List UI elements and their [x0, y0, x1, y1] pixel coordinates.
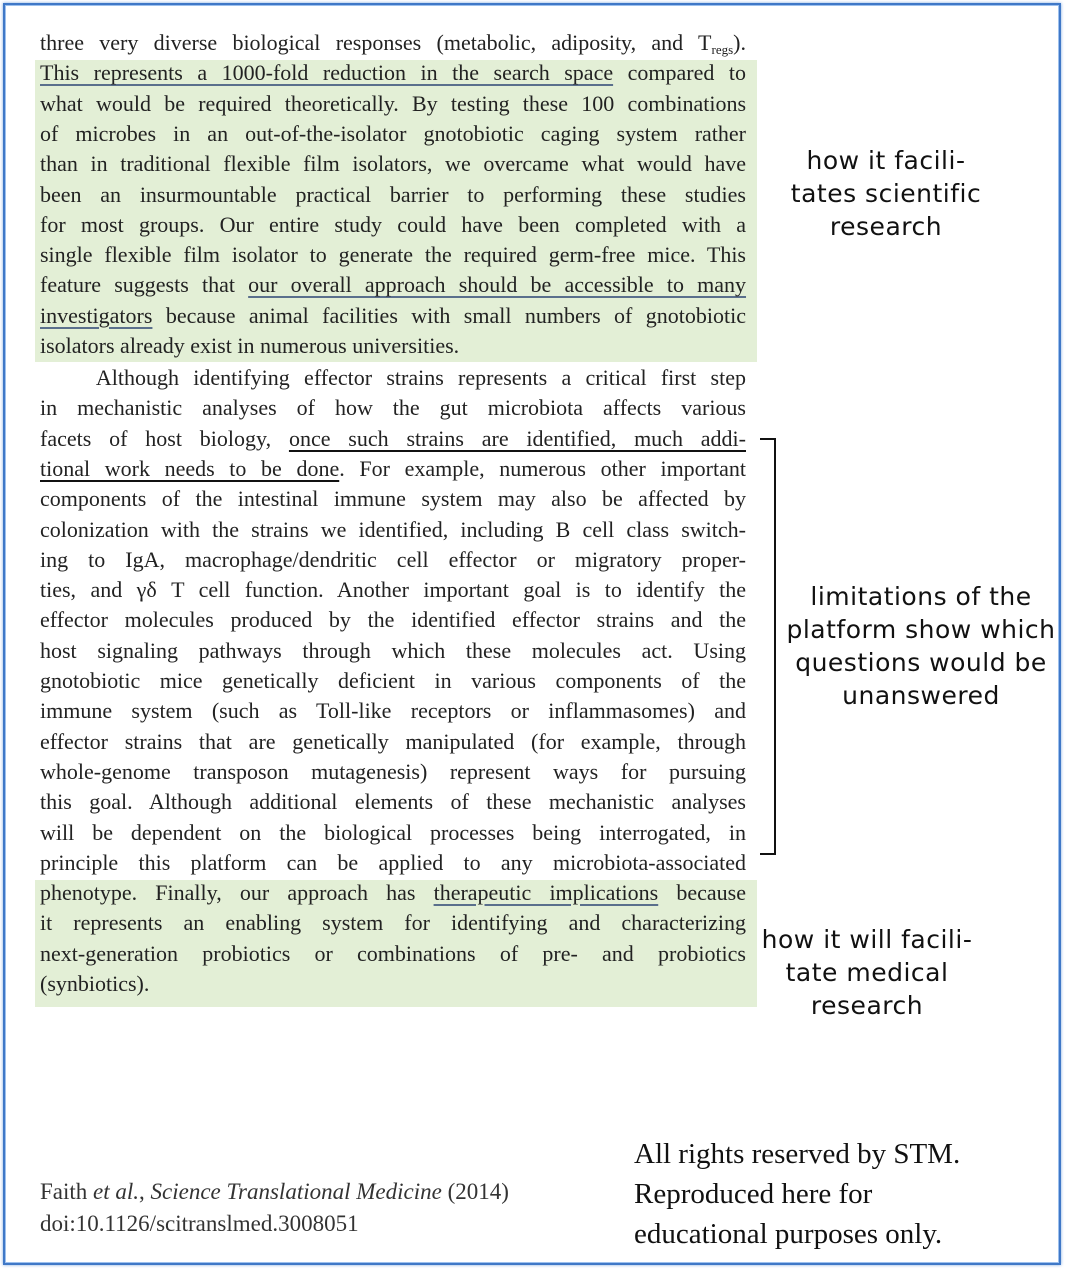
text-line [40, 515, 746, 545]
text-segment: (synbiotics). [40, 971, 150, 996]
text-segment: facets of host biology, [40, 425, 289, 451]
text-segment: because [658, 880, 746, 906]
text-line [40, 363, 746, 393]
text-line [40, 939, 746, 969]
text-segment: ing to IgA, macrophage/dendritic cell effector or migratory proper- [40, 546, 746, 572]
text-segment: Although identifying effector strains represents a critical first step [40, 365, 746, 390]
text-line [40, 331, 746, 361]
text-segment: it represents an enabling system for identifying and characterizing [40, 910, 746, 936]
text-segment: whole-genome transposon mutagenesis) represent ways for pursuing [40, 758, 746, 784]
text-segment: because animal facilities with small numbers of gnotobiotic [152, 302, 746, 328]
text-line [40, 301, 746, 331]
text-segment: for most groups. Our entire study could have been completed with a [40, 211, 746, 237]
note-line: unanswered [842, 681, 1000, 710]
text-segment: effector molecules produced by the identified effector strains and the [40, 607, 746, 633]
note-line: how it will facili- [761, 925, 973, 954]
text-segment: phenotype. Finally, our approach has [40, 880, 434, 906]
note-line: limitations of the [810, 582, 1032, 611]
text-line [40, 545, 746, 575]
text-line [40, 270, 746, 300]
subscript: regs [711, 42, 734, 57]
citation-journal: Science Translational Medicine [150, 1179, 442, 1204]
text-segment: gnotobiotic mice genetically deficient in various components of the [40, 668, 746, 693]
note-medical-research [752, 923, 982, 1022]
text-segment: ties, and γδ T cell function. Another important goal is to identify the [40, 577, 746, 603]
text-line [40, 393, 746, 423]
text-line [40, 210, 746, 240]
text-line [40, 454, 746, 484]
text-line [40, 424, 746, 454]
text-segment: compared to [613, 60, 746, 86]
text-segment: than in traditional flexible film isolators, we overcame what would have [40, 151, 746, 177]
note-line: research [829, 212, 943, 241]
text-line [40, 696, 746, 726]
citation-doi: doi:10.1126/scitranslmed.3008051 [40, 1211, 359, 1236]
text-segment: of microbes in an out-of-the-isolator gnotobiotic caging system rather [40, 120, 746, 146]
rights-line: educational purposes only. [634, 1218, 943, 1250]
text-segment: this goal. Although additional elements of these mechanistic analyses [40, 789, 746, 815]
text-line [40, 484, 746, 514]
citation-etal: et al. [93, 1179, 140, 1204]
note-line: platform show which [786, 615, 1056, 644]
rights-line: Reproduced here for [634, 1178, 873, 1210]
bracket-limitations [760, 438, 776, 855]
text-line [40, 848, 746, 878]
text-segment: three very diverse biological responses (metabolic, adiposity, and T [40, 30, 712, 55]
text-line [40, 119, 746, 149]
citation-author: Faith [40, 1179, 94, 1204]
text-line [40, 636, 746, 666]
text-segment: components of the intestinal immune system may also be affected by [40, 486, 746, 512]
underlined-phrase: This represents a 1000-fold reduction in the search space [40, 60, 614, 86]
text-line [40, 28, 746, 58]
note-line: tate medical [785, 958, 949, 987]
text-segment: single flexible film isolator to generate the required germ-free mice. This [40, 242, 746, 268]
rights-notice [634, 1134, 960, 1254]
underlined-phrase: investigators [40, 302, 153, 328]
note-limitations [776, 580, 1066, 712]
text-line [40, 575, 746, 605]
citation-year: (2014) [441, 1179, 509, 1204]
text-line [40, 787, 746, 817]
text-line [40, 727, 746, 757]
text-segment: . For example, numerous other important [339, 455, 746, 481]
text-segment: ). [733, 30, 746, 55]
underlined-phrase: tional work needs to be done [40, 455, 340, 481]
text-line [40, 666, 746, 696]
text-line [40, 149, 746, 179]
text-line [40, 89, 746, 119]
text-segment: host signaling pathways through which these molecules act. Using [40, 637, 746, 663]
text-line [40, 180, 746, 210]
citation [40, 1176, 509, 1208]
note-line: how it facili- [806, 146, 966, 175]
text-line [40, 58, 746, 88]
underlined-phrase: therapeutic implications [433, 880, 659, 906]
text-line [40, 757, 746, 787]
note-line: tates scientific [790, 179, 982, 208]
note-line: research [810, 991, 924, 1020]
text-line [40, 908, 746, 938]
text-segment: isolators already exist in numerous universities. [40, 333, 460, 358]
text-segment: next-generation probiotics or combinations of pre- and probiotics [40, 940, 746, 966]
text-segment: been an insurmountable practical barrier to performing these studies [40, 181, 746, 207]
text-segment: effector strains that are genetically manipulated (for example, through [40, 728, 746, 754]
underlined-phrase: once such strains are identified, much addi- [288, 425, 746, 451]
text-segment: in mechanistic analyses of how the gut microbiota affects various [40, 395, 746, 421]
text-line [40, 818, 746, 848]
text-segment: what would be required theoretically. By testing these 100 combinations [40, 90, 746, 116]
note-line: questions would be [795, 648, 1047, 677]
text-line [40, 240, 746, 270]
text-line [40, 878, 746, 908]
text-segment: principle this platform can be applied to any microbiota-associated [40, 849, 746, 875]
underlined-phrase: our overall approach should be accessible to many [248, 272, 747, 298]
citation-sep: , [139, 1179, 151, 1204]
text-segment: immune system (such as Toll-like receptors or inflammasomes) and [40, 698, 746, 724]
note-scientific-research [776, 144, 996, 243]
text-segment: colonization with the strains we identified, including B cell class switch- [40, 516, 746, 542]
text-segment: will be dependent on the biological processes being interrogated, in [40, 819, 746, 845]
rights-line: All rights reserved by STM. [634, 1138, 961, 1170]
text-line [40, 605, 746, 635]
text-line [40, 969, 746, 999]
text-segment: feature suggests that [40, 272, 249, 298]
